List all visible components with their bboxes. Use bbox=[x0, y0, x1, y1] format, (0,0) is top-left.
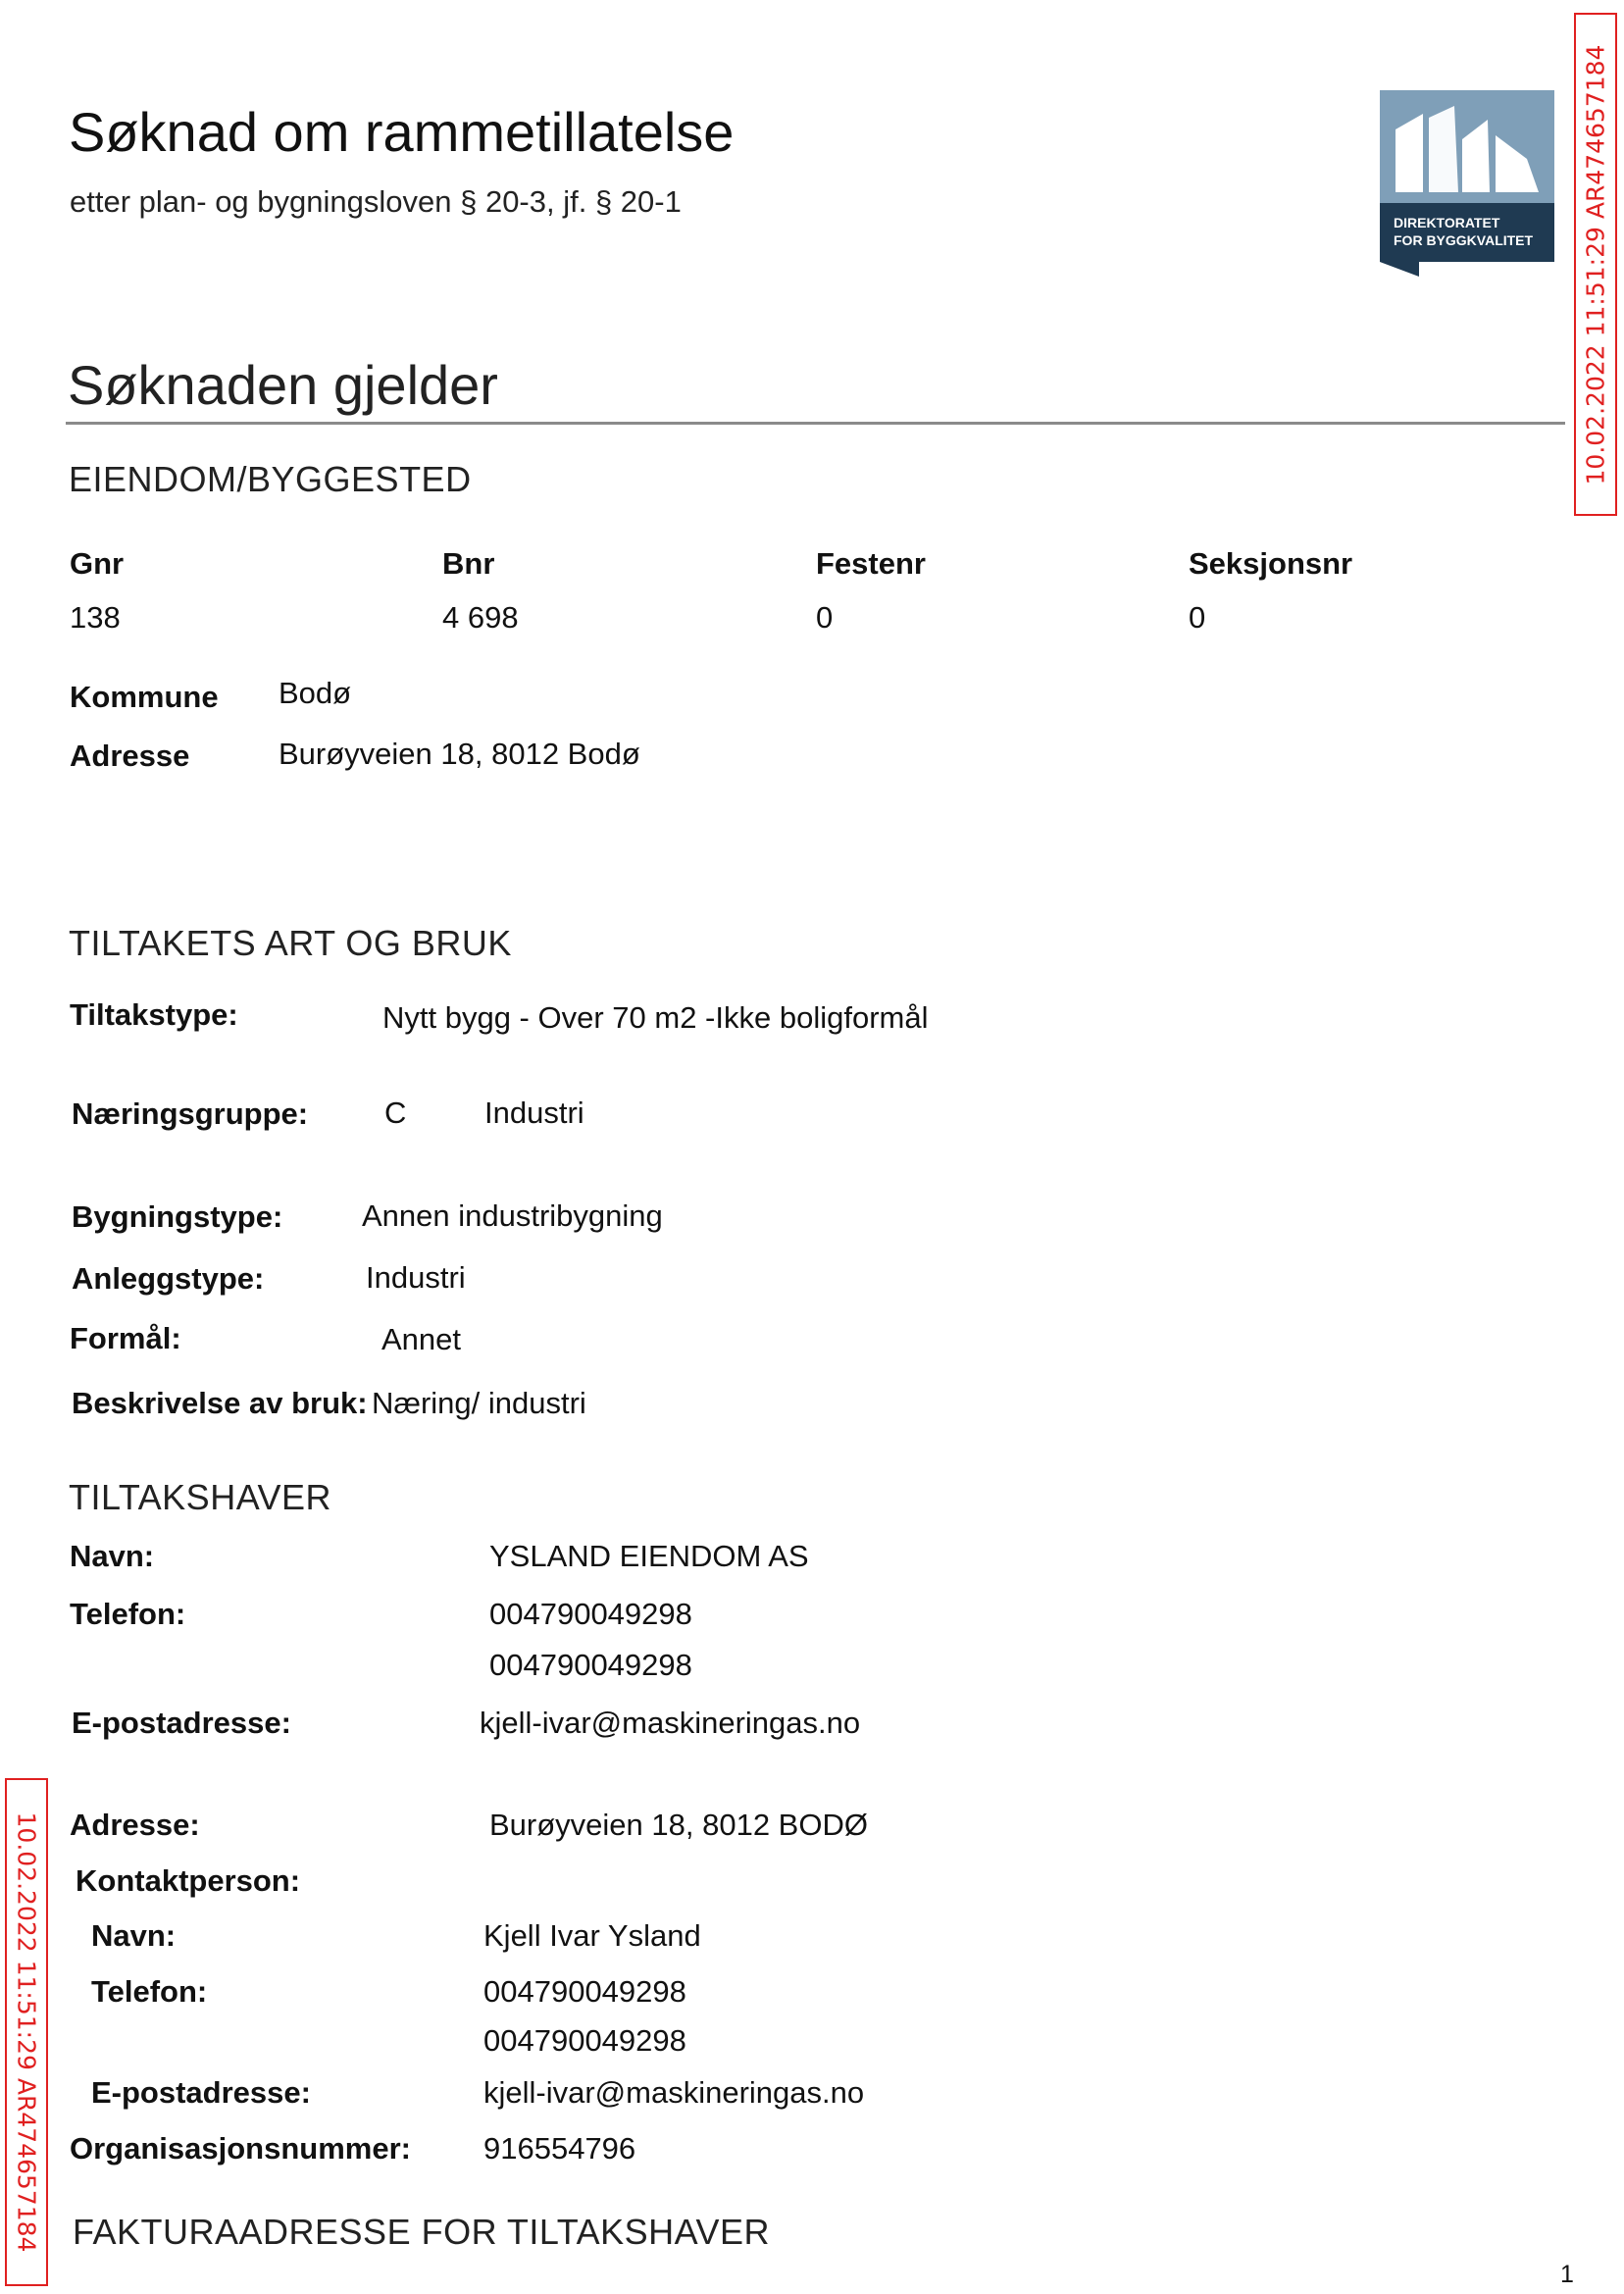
section-divider bbox=[66, 422, 1565, 425]
adresse-label: Adresse bbox=[70, 739, 190, 773]
festenr-value: 0 bbox=[816, 600, 834, 635]
naeringsgruppe-label: Næringsgruppe: bbox=[72, 1096, 309, 1131]
dibk-logo bbox=[1380, 90, 1554, 277]
seksjonsnr-label: Seksjonsnr bbox=[1189, 546, 1353, 581]
epost-value: kjell-ivar@maskineringas.no bbox=[480, 1706, 861, 1740]
gnr-label: Gnr bbox=[70, 546, 125, 581]
kp-epost-value: kjell-ivar@maskineringas.no bbox=[483, 2075, 865, 2110]
kp-navn-value: Kjell Ivar Ysland bbox=[483, 1918, 701, 1953]
seksjonsnr-value: 0 bbox=[1189, 600, 1206, 635]
document-subtitle: etter plan- og bygningsloven § 20-3, jf. § 20-1 bbox=[70, 184, 682, 219]
document-title: Søknad om rammetillatelse bbox=[69, 101, 735, 163]
bygningstype-value: Annen industribygning bbox=[362, 1198, 663, 1233]
kp-telefon2-value: 004790049298 bbox=[483, 2023, 686, 2058]
naeringsgruppe-code: C bbox=[384, 1096, 407, 1130]
bygningstype-label: Bygningstype: bbox=[72, 1199, 283, 1234]
tiltakshaver-heading: TILTAKSHAVER bbox=[69, 1477, 332, 1517]
tiltakstype-value: Nytt bygg - Over 70 m2 -Ikke boligformål bbox=[382, 1000, 929, 1035]
kp-telefon1-value: 004790049298 bbox=[483, 1974, 686, 2009]
tiltak-heading: TILTAKETS ART OG BRUK bbox=[69, 923, 512, 963]
kp-navn-label: Navn: bbox=[91, 1918, 177, 1953]
date-stamp-left-text: 10.02.2022 11:51:29 AR474657184 bbox=[12, 1811, 41, 2253]
gnr-value: 138 bbox=[70, 600, 121, 635]
telefon1-value: 004790049298 bbox=[489, 1597, 692, 1631]
page-number: 1 bbox=[1560, 2261, 1574, 2288]
beskrivelse-label: Beskrivelse av bruk: bbox=[72, 1386, 368, 1420]
date-stamp-left bbox=[5, 1778, 48, 2286]
bnr-value: 4 698 bbox=[442, 600, 519, 635]
orgnr-label: Organisasjonsnummer: bbox=[70, 2131, 411, 2166]
kp-epost-label: E-postadresse: bbox=[91, 2075, 311, 2110]
navn-value: YSLAND EIENDOM AS bbox=[489, 1539, 809, 1573]
festenr-label: Festenr bbox=[816, 546, 926, 581]
kommune-label: Kommune bbox=[70, 680, 219, 714]
faktura-heading: FAKTURAADRESSE FOR TILTAKSHAVER bbox=[73, 2212, 770, 2252]
formal-value: Annet bbox=[381, 1322, 462, 1356]
anleggstype-value: Industri bbox=[366, 1260, 466, 1295]
kontaktperson-label: Kontaktperson: bbox=[76, 1863, 301, 1898]
formal-label: Formål: bbox=[70, 1321, 181, 1355]
section-title: Søknaden gjelder bbox=[68, 354, 498, 416]
adresse2-value: Burøyveien 18, 8012 BODØ bbox=[489, 1808, 868, 1842]
anleggstype-label: Anleggstype: bbox=[72, 1261, 265, 1296]
bnr-label: Bnr bbox=[442, 546, 495, 581]
telefon2-value: 004790049298 bbox=[489, 1648, 692, 1682]
kommune-value: Bodø bbox=[279, 676, 352, 710]
telefon-label: Telefon: bbox=[70, 1597, 186, 1631]
beskrivelse-value: Næring/ industri bbox=[372, 1386, 586, 1420]
kp-telefon-label: Telefon: bbox=[91, 1974, 208, 2009]
epost-label: E-postadresse: bbox=[72, 1706, 291, 1740]
logo-graphic bbox=[1380, 90, 1554, 277]
adresse-value: Burøyveien 18, 8012 Bodø bbox=[279, 737, 640, 771]
tiltakstype-label: Tiltakstype: bbox=[70, 997, 238, 1032]
date-stamp-top bbox=[1574, 13, 1617, 516]
orgnr-value: 916554796 bbox=[483, 2131, 636, 2166]
navn-label: Navn: bbox=[70, 1539, 155, 1573]
logo-text-line1: DIREKTORATET bbox=[1394, 215, 1500, 230]
naeringsgruppe-value: Industri bbox=[484, 1096, 584, 1130]
eiendom-heading: EIENDOM/BYGGESTED bbox=[69, 459, 472, 499]
logo-text-line2: FOR BYGGKVALITET bbox=[1394, 232, 1534, 248]
adresse2-label: Adresse: bbox=[70, 1808, 200, 1842]
date-stamp-top-text: 10.02.2022 11:51:29 AR474657184 bbox=[1581, 44, 1610, 484]
